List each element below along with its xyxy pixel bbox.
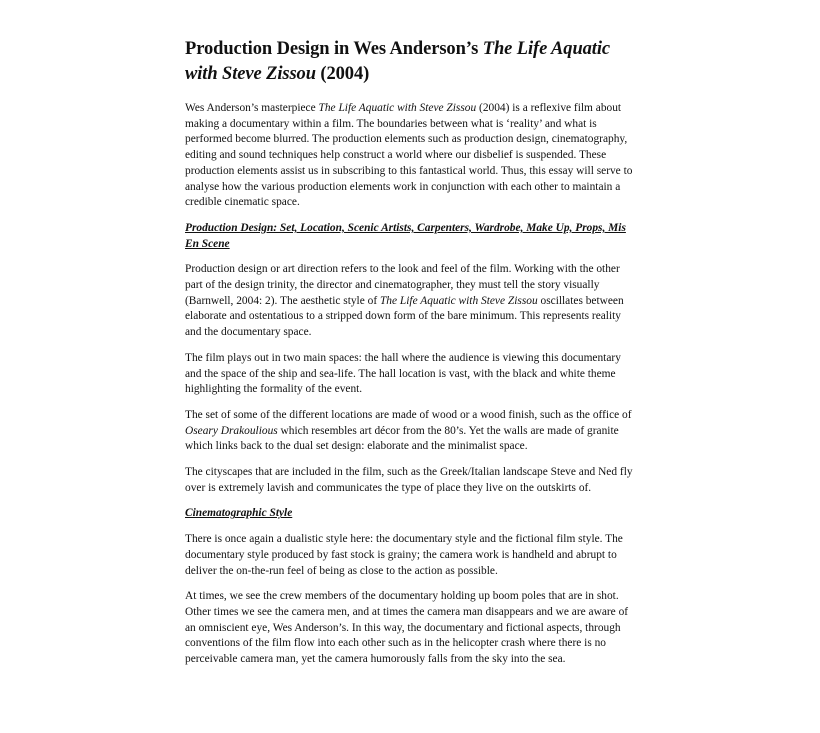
intro-paragraph xyxy=(185,101,635,211)
intro-text-2: (2004) is a reflexive film about making a documentary within a film. The boundaries between what is ‘reality’ and what is performed become blurred. The production elements such as production design, cinematography, editing and sound techniques help construct a world where our disbelief is suspended. These production elements assist us in subscribing to this fantastical world. Thus, this essay will serve to analyse how the various production elements work in conjunction with each other to maintain a credible cinematic space. xyxy=(185,102,633,209)
p4-text-2: which resembles art décor from the 80’s. Yet the walls are made of granite which links back to the dual set design: elaborate and the minimalist space. xyxy=(185,424,619,453)
paragraph-production-design xyxy=(185,262,635,341)
section-heading-production-design: Production Design: Set, Location, Scenic Artists, Carpenters, Wardrobe, Make Up, Props, Mis En Scene xyxy=(185,221,626,250)
p2-film-name: The Life Aquatic with Steve Zissou xyxy=(379,294,538,307)
intro-film-name: The Life Aquatic with Steve Zissou xyxy=(318,102,477,114)
paragraph-crew-members: At times, we see the crew members of the documentary holding up boom poles that are in shot. Other times we see the camera men, and at times the camera man disappears and we are aware of an omniscient eye, Wes Anderson’s. In this way, the documentary and fictional aspects, through conventions of the film flow into each other such as in the helicopter crash where there is no perceivable camera man, yet the camera humorously falls from the sky into the sea. xyxy=(185,590,629,666)
document-page xyxy=(185,37,635,678)
title-year: (2004) xyxy=(315,64,370,84)
paragraph-set-locations xyxy=(185,408,635,455)
p2-text-2: oscillates between elaborate and ostentatious to a stripped down form of the bare minimum. This represents reality and the documentary space. xyxy=(185,294,624,339)
title-film-name: The Life Aquatic with Steve Zissou xyxy=(185,39,610,84)
paragraph-dualistic-style: There is once again a dualistic style here: the documentary style and the fictional film style. The documentary style produced by fast stock is grainy; the camera work is handheld and abrupt to deliver the on-the-run feel of being as close to the action as possible. xyxy=(185,533,623,577)
p4-character-name: Oseary Drakoulious xyxy=(185,424,278,437)
intro-text-1: Wes Anderson’s masterpiece xyxy=(185,102,319,114)
p4-text-1: The set of some of the different locations are made of wood or a wood finish, such as the office of xyxy=(185,408,632,421)
title-text: Production Design in Wes Anderson’s xyxy=(185,39,483,59)
p2-text-1: Production design or art direction refers to the look and feel of the film. Working with the other part of the design trinity, the director and cinematographer, they must tell the story visually (Barnwell, 2004: 2). The aesthetic style of xyxy=(185,263,620,307)
paragraph-main-spaces: The film plays out in two main spaces: the hall where the audience is viewing this documentary and the space of the ship and sea-life. The hall location is vast, with the black and white theme highlighting the formality of the event. xyxy=(185,351,621,396)
paragraph-cityscapes: The cityscapes that are included in the film, such as the Greek/Italian landscape Steve and Ned fly over is extremely lavish and communicates the type of place they live on the outskirts of. xyxy=(185,466,633,494)
document-title xyxy=(185,37,635,87)
section-heading-cinematographic-style: Cinematographic Style xyxy=(185,507,293,520)
